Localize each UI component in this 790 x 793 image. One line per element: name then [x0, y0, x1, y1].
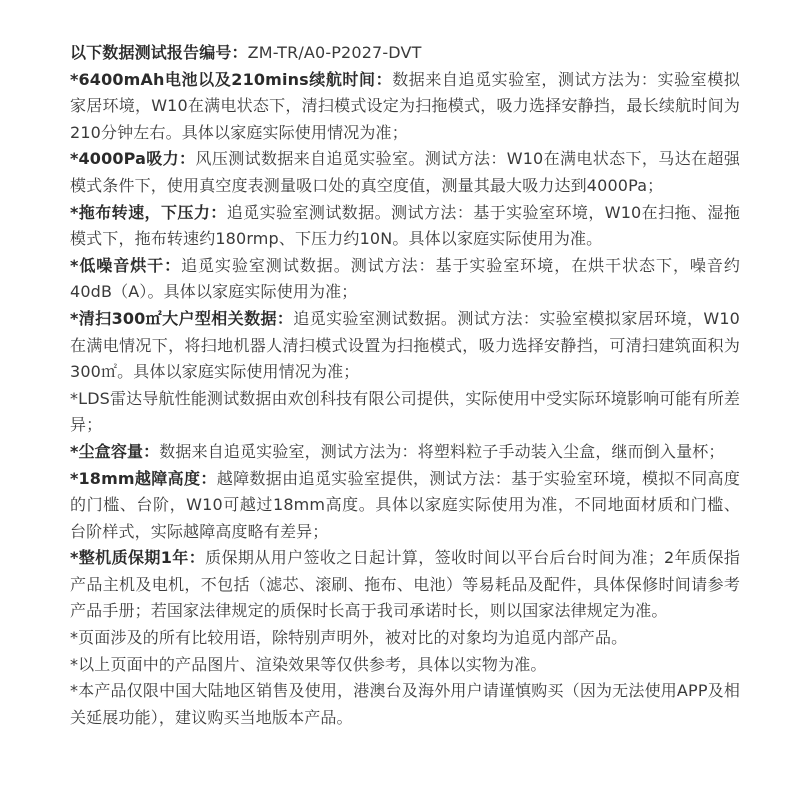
note-text: 越障数据由追觅实验室提供，测试方法：基于实验室环境，模拟不同高度的门槛、台阶，W10可越过18mm高度。具体以家庭实际使用为准，不同地面材质和门槛、台阶样式，实际越障高度略有差异；: [70, 468, 740, 541]
note-text: *页面涉及的所有比较用语，除特别声明外，被对比的对象均为追觅内部产品。: [70, 628, 628, 648]
note-drying-noise: [70, 253, 740, 306]
note-text: 追觅实验室测试数据。测试方法：基于实验室环境，在烘干状态下，噪音约40dB（A）。具体以家庭实际使用为准；: [70, 255, 740, 302]
note-cleaning-area: [70, 306, 740, 386]
note-text: *本产品仅限中国大陆地区销售及使用，港澳台及海外用户请谨慎购买（因为无法使用APP及相关延展功能），建议购买当地版本产品。: [70, 681, 740, 727]
report-number: ZM-TR/A0-P2027-DVT: [247, 43, 422, 62]
note-title: *拖布转速，下压力：: [70, 202, 227, 222]
note-text: 数据来自追觅实验室，测试方法为：实验室模拟家居环境，W10在满电状态下，清扫模式设定为扫拖模式，吸力选择安静挡，最长续航时间为210分钟左右。具体以家庭实际使用情况为准；: [70, 69, 740, 142]
note-title: *4000Pa吸力：: [70, 149, 196, 169]
note-title: *6400mAh电池以及210mins续航时间：: [70, 69, 393, 89]
note-text: 数据来自追觅实验室，测试方法为：将塑料粒子手动装入尘盒，继而倒入量杯；: [159, 441, 725, 461]
note-warranty: [70, 545, 740, 625]
note-images: [70, 652, 740, 679]
note-title: *尘盒容量：: [70, 441, 160, 461]
note-text: 追觅实验室测试数据。测试方法：基于实验室环境，W10在扫拖、湿拖模式下，拖布转速约180rmp、下压力约10N。具体以家庭实际使用为准。: [70, 202, 740, 249]
note-suction: [70, 146, 740, 199]
report-number-label: 以下数据测试报告编号：: [70, 43, 248, 62]
note-mop-speed: [70, 200, 740, 253]
note-text: 质保期从用户签收之日起计算，签收时间以平台后台时间为准；2年质保指产品主机及电机，不包括（滤芯、滚刷、拖布、电池）等易耗品及配件，具体保修时间请参考产品手册；若国家法律规定的质保时长高于我司承诺时长，则以国家法律规定为准。: [70, 548, 740, 621]
note-comparison: [70, 625, 740, 652]
note-text: 风压测试数据来自追觅实验室。测试方法：W10在满电状态下，马达在超强模式条件下，使用真空度表测量吸口处的真空度值，测量其最大吸力达到4000Pa；: [70, 149, 740, 195]
note-region: [70, 678, 740, 731]
note-obstacle-height: [70, 466, 740, 546]
note-title: *清扫300㎡大户型相关数据：: [70, 308, 294, 328]
note-title: *低噪音烘干：: [70, 255, 182, 275]
note-dustbin: [70, 439, 740, 466]
note-lds-radar: [70, 386, 740, 439]
note-title: *整机质保期1年：: [70, 548, 206, 568]
note-title: *18mm越障高度：: [70, 468, 217, 488]
note-battery: [70, 67, 740, 147]
note-text: 追觅实验室测试数据。测试方法：实验室模拟家居环境，W10在满电情况下，将扫地机器人清扫模式设置为扫拖模式，吸力选择安静挡，可清扫建筑面积为300㎡。具体以家庭实际使用情况为准；: [70, 308, 740, 382]
note-text: *LDS雷达导航性能测试数据由欢创科技有限公司提供，实际使用中受实际环境影响可能有所差异；: [70, 388, 740, 435]
note-text: *以上页面中的产品图片、渲染效果等仅供参考，具体以实物为准。: [70, 654, 547, 674]
report-number-line: [70, 40, 740, 67]
